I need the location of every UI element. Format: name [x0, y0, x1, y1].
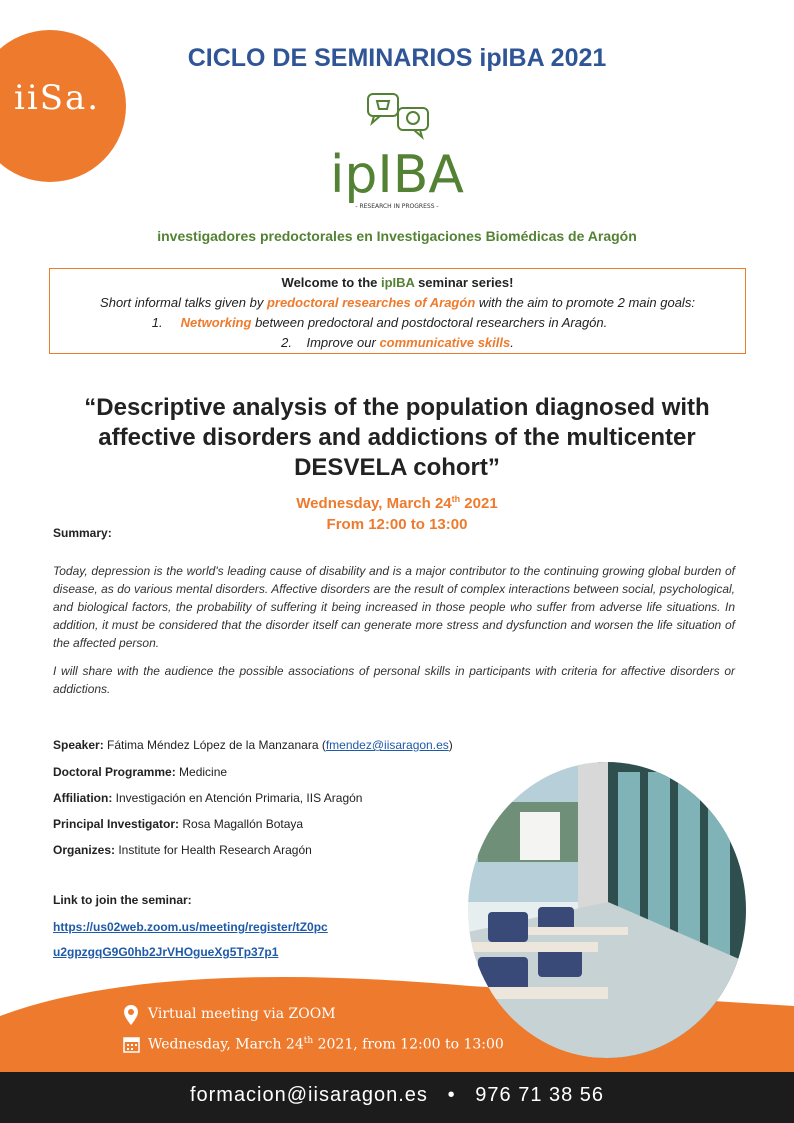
- welcome-line: Welcome to the ipIBA seminar series!: [281, 275, 514, 290]
- talk-time: From 12:00 to 13:00: [326, 516, 468, 533]
- pi-line: Principal Investigator: Rosa Magallón Botaya: [53, 817, 304, 831]
- welcome-box: [49, 268, 746, 354]
- speech-bubbles-icon: [368, 94, 428, 137]
- welcome-description: Short informal talks given by predoctoral researches of Aragón with the aim to promote 2 main goals:: [100, 295, 695, 310]
- programme-line: Doctoral Programme: Medicine: [53, 765, 228, 779]
- talk-date: Wednesday, March 24th 2021: [296, 494, 498, 512]
- speaker-line: Speaker: Fátima Méndez López de la Manzanara (fmendez@iisaragon.es): [53, 738, 453, 752]
- ipiba-logo: [322, 92, 472, 212]
- venue-date: Wednesday, March 24th 2021, from 12:00 to 13:00: [148, 1036, 504, 1053]
- page-title: CICLO DE SEMINARIOS ipIBA 2021: [187, 44, 607, 72]
- summary-paragraph: I will share with the audience the possible associations of personal skills in participants with criteria for affective disorders or addictions.: [53, 664, 735, 696]
- goal-2: 2. Improve our communicative skills.: [281, 335, 514, 350]
- venue-location: Virtual meeting via ZOOM: [148, 1006, 336, 1022]
- calendar-icon: [123, 1036, 140, 1053]
- affiliation-line: Affiliation: Investigación en Atención Primaria, IIS Aragón: [53, 791, 363, 805]
- goal-1: 1. Networking between predoctoral and postdoctoral researchers in Aragón.: [151, 315, 608, 330]
- iisa-logo-text: iiSa.: [14, 78, 101, 118]
- summary-paragraph: Today, depression is the world's leading cause of disability and is a major contributor to the continuing growing global burden of disease, as do various mental disorders. Affective disorders are the result of complex interactions between social, psychological, and biological factors, the probability of suffering it being increased in those people who suffer from adverse life situations. In addition, it must be considered that the disorder itself can generate more stress and dysfunction and worsen the life situation of the affected person.: [53, 564, 735, 650]
- registration-link[interactable]: u2gpzgqG9G0hb2JrVHOgueXg5Tp37p1: [53, 945, 279, 959]
- registration-link[interactable]: https://us02web.zoom.us/meeting/register/tZ0pc: [53, 920, 328, 934]
- footer-phone[interactable]: 976 71 38 56: [475, 1084, 605, 1106]
- join-label: Link to join the seminar:: [53, 893, 192, 907]
- footer-email[interactable]: formacion@iisaragon.es: [189, 1084, 428, 1106]
- location-pin-icon: [124, 1005, 138, 1025]
- footer-separator: •: [447, 1084, 456, 1106]
- ipiba-logo-tagline: - RESEARCH IN PROGRESS -: [355, 203, 439, 210]
- footer-contact: [0, 1084, 794, 1107]
- subtitle: investigadores predoctorales en Investigaciones Biomédicas de Aragón: [157, 228, 637, 244]
- classroom-photo: [468, 762, 746, 1058]
- organizes-line: Organizes: Institute for Health Research Aragón: [53, 843, 312, 857]
- speaker-email-link[interactable]: fmendez@iisaragon.es: [325, 738, 449, 752]
- talk-title: “Descriptive analysis of the population diagnosed with affective disorders and addictions of the multicenter DESVELA cohort”: [84, 394, 710, 481]
- summary-label: Summary:: [53, 526, 112, 540]
- ipiba-logo-wordmark: ipIBA: [329, 145, 465, 205]
